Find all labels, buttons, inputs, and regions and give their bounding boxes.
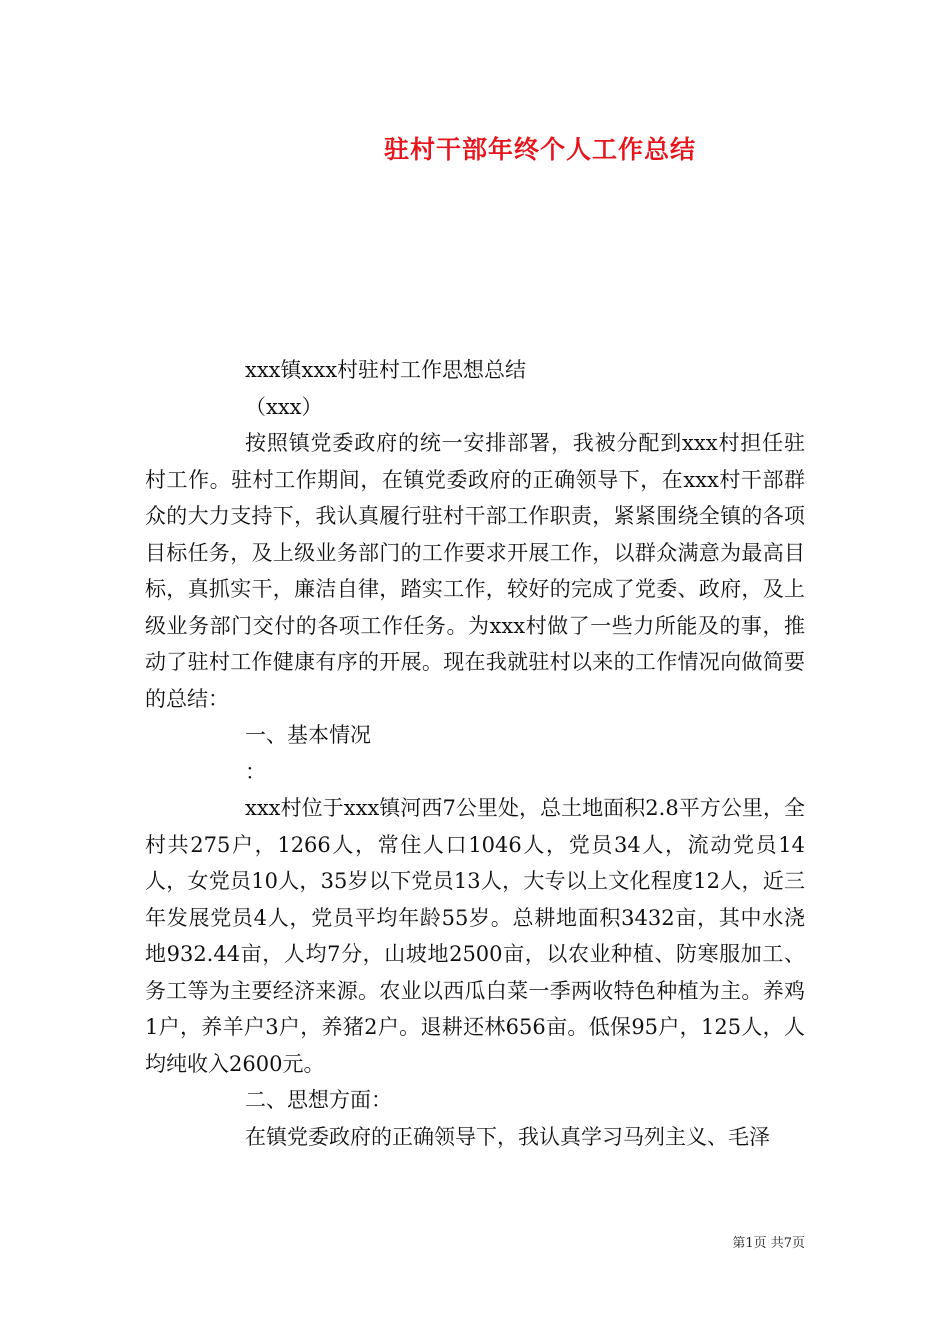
paragraph-basic-info: xxx村位于xxx镇河西7公里处，总土地面积2.8平方公里，全村共275户，1266人，常住人口1046人，党员34人，流动党员14人，女党员10人，35岁以下党员13人，大专以上文化程度12人，近三年发展党员4人，党员平均年龄55岁。总耕地面积3432亩，其中水浇地932.44亩，人均7分，山坡地2500亩，以农业种植、防寒服加工、务工等为主要经济来源。农业以西瓜白菜一季两收特色种植为主。养鸡1户，养羊户3户，养猪2户。退耕还林656亩。低保95户，125人，人均纯收入2600元。 [145,796,805,1076]
paragraph-thought: 在镇党委政府的正确领导下，我认真学习马列主义、毛泽 [245,1124,770,1149]
document-title: 驻村干部年终个人工作总结 [383,135,696,164]
document-author: （xxx） [245,394,323,419]
page-number-footer: 第1页 共7页 [732,1236,805,1251]
document-body [145,352,805,1155]
document-subtitle: xxx镇xxx村驻村工作思想总结 [245,358,527,382]
section-heading-thought: 二、思想方面： [245,1088,392,1112]
section-heading-basic-info: 一、基本情况 [245,723,371,747]
section-colon: ： [245,759,266,784]
paragraph-intro: 按照镇党委政府的统一安排部署，我被分配到xxx村担任驻村工作。驻村工作期间，在镇党委政府的正确领导下，在xxx村干部群众的大力支持下，我认真履行驻村干部工作职责，紧紧围绕全镇的各项目标任务，及上级业务部门的工作要求开展工作，以群众满意为最高目标，真抓实干，廉洁自律，踏实工作，较好的完成了党委、政府，及上级业务部门交付的各项工作任务。为xxx村做了一些力所能及的事，推动了驻村工作健康有序的开展。现在我就驻村以来的工作情况向做简要的总结： [145,431,805,711]
